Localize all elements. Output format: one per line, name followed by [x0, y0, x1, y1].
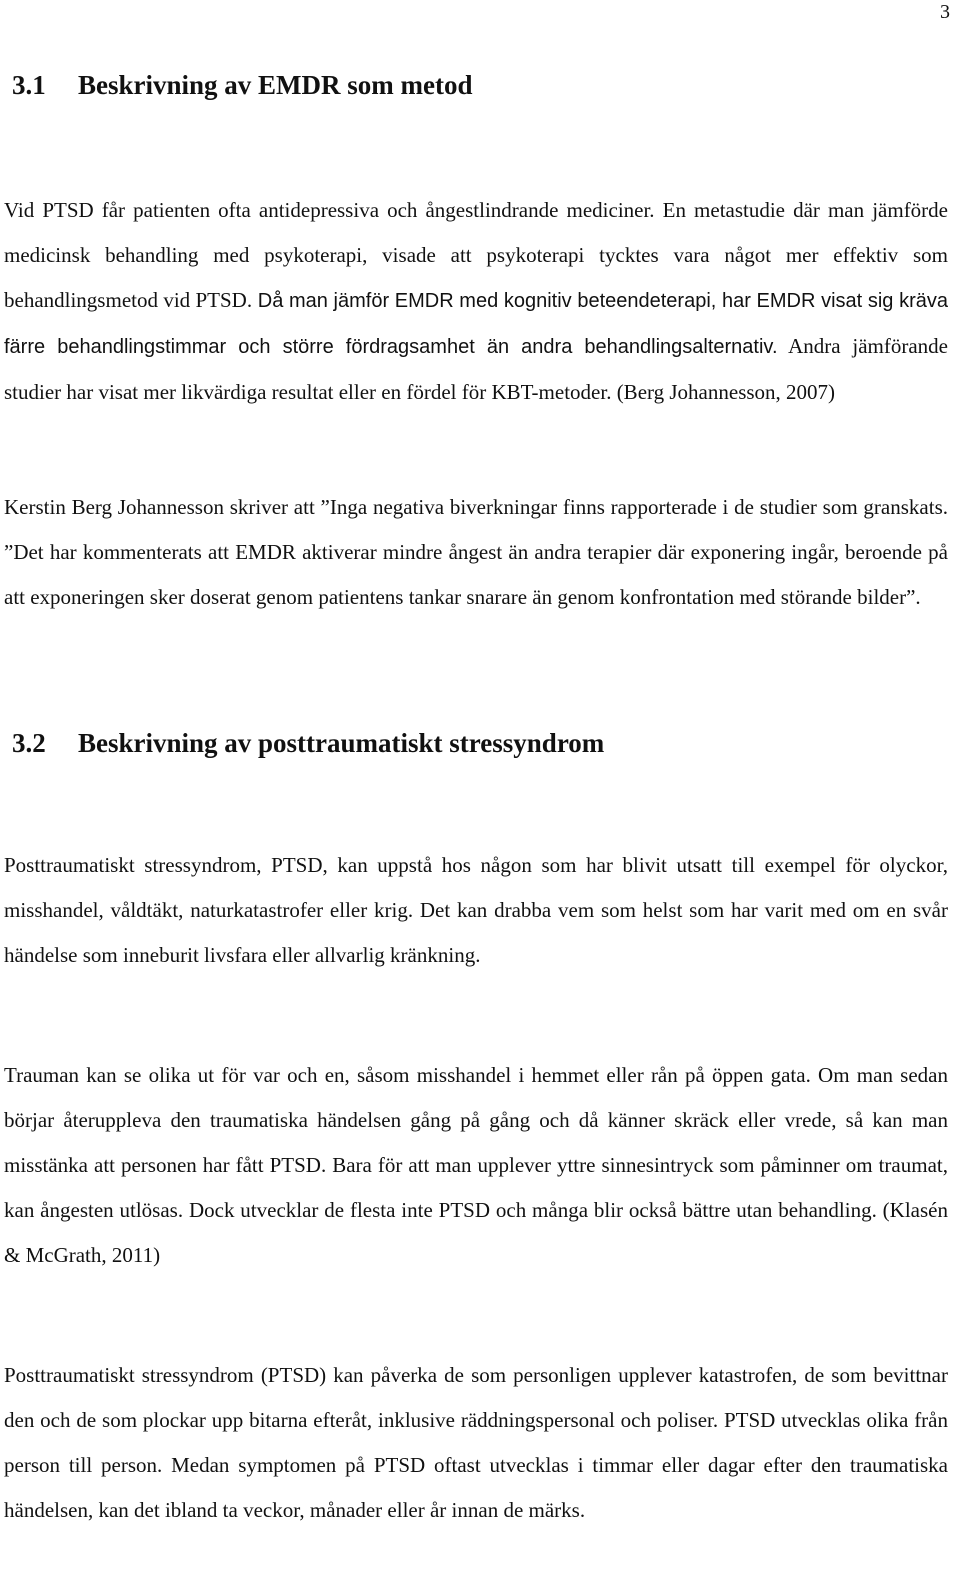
paragraph-trauma: Trauman kan se olika ut för var och en, såsom misshandel i hemmet eller rån på öppen gata. Om man sedan börjar återuppleva den traumatiska händelsen gång på gång och då känner skräck eller vrede, så kan man misstänka att personen har fått PTSD. Bara för att man upplever yttre sinnesintryck som påminner om traumat, kan ångesten utlösas. Dock utvecklar de flesta inte PTSD och många blir också bättre utan behandling. (Klasén & McGrath, 2011): [4, 1063, 948, 1267]
section-heading-3-1: [12, 68, 473, 102]
paragraph-ptsd-effects: Posttraumatiskt stressyndrom (PTSD) kan påverka de som personligen upplever katastrofen, de som bevittnar den och de som plockar upp bitarna efteråt, inklusive räddningspersonal och poliser. PTSD utvecklas olika från person till person. Medan symptomen på PTSD oftast utvecklas i timmar eller dagar efter den traumatiska händelsen, kan det ibland ta veckor, månader eller år innan de märks.: [4, 1363, 948, 1522]
paragraph-berg-johannesson-quote: Kerstin Berg Johannesson skriver att ”Inga negativa biverkningar finns rapporterade i de studier som granskats. ”Det har kommenterats att EMDR aktiverar mindre ångest än andra terapier där exponering ingår, beroende på att exponeringen sker doserat genom patientens tankar snarare än genom konfrontation med störande bilder”.: [4, 495, 948, 609]
section-number: 3.2: [12, 728, 46, 758]
section-heading-3-2: [12, 726, 604, 760]
section-number: 3.1: [12, 70, 46, 100]
section-title: Beskrivning av EMDR som metod: [78, 70, 473, 100]
paragraph-part: Då man jämför EMDR med kognitiv beteendeterapi, har EMDR visat sig kräva färre behandlingstimmar och större fördragsamhet än andra behandlingsalternativ.: [4, 290, 948, 358]
paragraph-part: Andra jämförande studier har visat mer likvärdiga resultat eller en fördel för KBT-metoder. (Berg Johannesson, 2007): [4, 334, 948, 404]
paragraph-ptsd-definition: Posttraumatiskt stressyndrom, PTSD, kan uppstå hos någon som har blivit utsatt till exempel för olyckor, misshandel, våldtäkt, naturkatastrofer eller krig. Det kan drabba vem som helst som har varit med om en svår händelse som inneburit livsfara eller allvarlig kränkning.: [4, 853, 948, 967]
paragraph-emdr-studies: [4, 188, 948, 415]
paragraph-part: Vid PTSD får patienten ofta antidepressiva och ångestlindrande mediciner. En metastudie där man jämförde medicinsk behandling med psykoterapi, visade att psykoterapi tycktes vara något mer effektiv som behandlingsmetod vid PTSD.: [4, 198, 948, 312]
section-title: Beskrivning av posttraumatiskt stressyndrom: [78, 728, 605, 758]
page-number: 3: [940, 1, 950, 23]
